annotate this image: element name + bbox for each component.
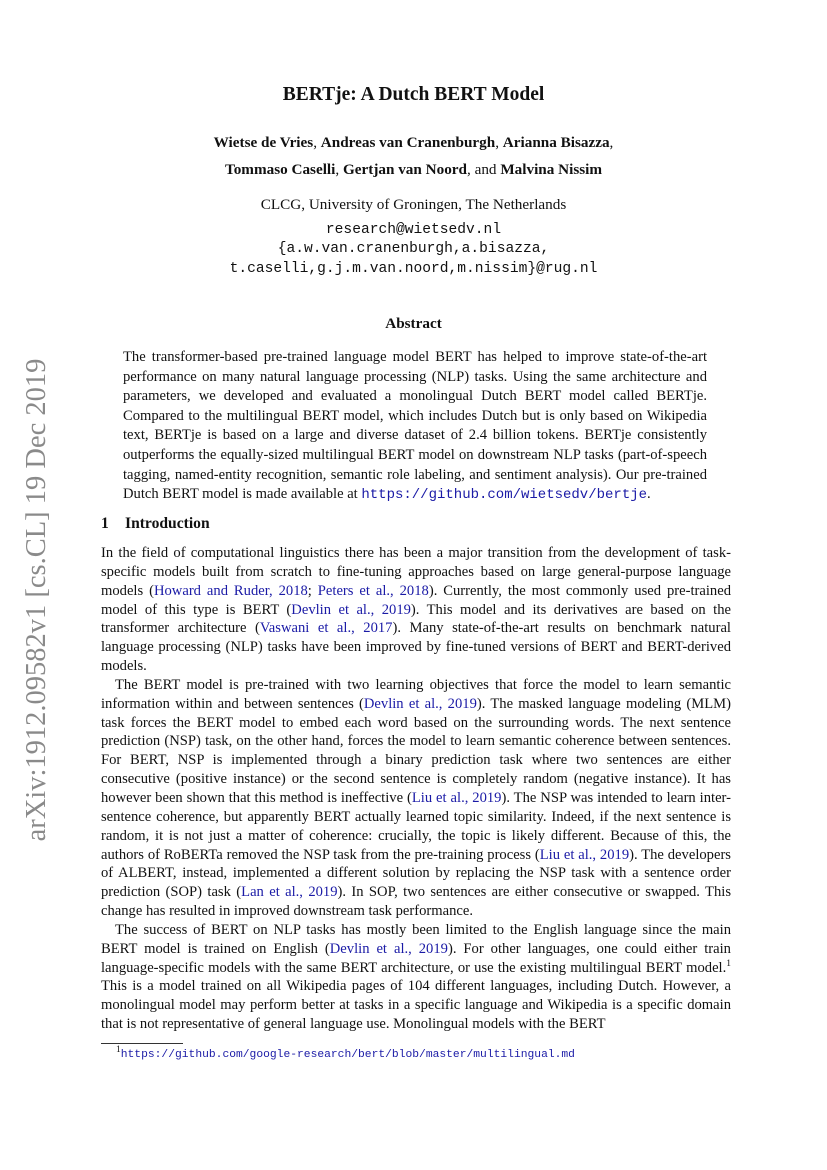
text-run: ). Many state-of-the-art results on benchmark natural language processing (NLP) tasks have been improved by fine-tuned versions of BERT and BERT-derived models. <box>101 620 731 675</box>
citation-link[interactable]: Devlin et al., 2019 <box>329 940 448 957</box>
text-run: ; <box>307 582 318 599</box>
section-number: 1 <box>101 515 109 532</box>
citation-link[interactable]: Devlin et al., 2019 <box>291 601 411 618</box>
body-text <box>101 544 731 1034</box>
citation-link[interactable]: Lan et al., 2019 <box>241 884 338 901</box>
footnote-link[interactable]: https://github.com/google-research/bert/blob/master/multilingual.md <box>120 1049 575 1061</box>
text-run: In the field of computational linguistics there has been a major transition from the development of task-specific models built from scratch to fine-tuning approaches based on large general-purpose language models ( <box>101 545 731 599</box>
text-run: . <box>647 486 651 503</box>
author-name: Wietse de Vries <box>213 134 314 151</box>
authors-line-1 <box>0 134 827 152</box>
email-line: {a.w.van.cranenburgh,a.bisazza, <box>277 241 550 257</box>
abstract-heading: Abstract <box>385 315 442 332</box>
footnote-mark: 1 <box>116 1045 121 1055</box>
text-run: ). Currently, the most commonly used pre-trained model of this type is BERT ( <box>101 582 731 618</box>
text-run: ). The developers of ALBERT, instead, implemented a different solution by replacing the NSP task with a sentence order prediction (SOP) task ( <box>101 846 731 901</box>
paragraph <box>101 921 731 1034</box>
citation-link[interactable]: Vaswani et al., 2017 <box>259 620 393 637</box>
author-name: Malvina Nissim <box>500 161 603 178</box>
paragraph <box>101 676 731 921</box>
text-run: The transformer-based pre-trained language model BERT has helped to improve state-of-the-art performance on many natural language processing (NLP) tasks. Using the same architecture and parameters, we developed and evaluated a monolingual Dutch BERT model called BERTje. Compared to the multilingual BERT model, which includes Dutch but is only based on Wikipedia text, BERTje is based on a large and diverse dataset of 2.4 billion tokens. BERTje consistently outperforms the equally-sized multilingual BERT model on downstream NLP tasks (part-of-speech tagging, named-entity recognition, semantic role labeling, and sentiment analysis). Our pre-trained Dutch BERT model is made available at <box>123 349 707 503</box>
text-run: , <box>609 134 614 151</box>
email-line: research@wietsedv.nl <box>325 222 502 238</box>
author-name: Tommaso Caselli <box>224 161 336 178</box>
section-heading <box>101 515 210 533</box>
paper-title: BERTje: A Dutch BERT Model <box>282 84 545 105</box>
citation-link[interactable]: Devlin et al., 2019 <box>363 695 477 712</box>
citation-link[interactable]: Howard and Ruder, 2018 <box>153 582 308 599</box>
affiliation: CLCG, University of Groningen, The Netherlands <box>260 196 567 213</box>
footnote-ref[interactable]: 1 <box>726 958 731 969</box>
text-run: This is a model trained on all Wikipedia pages of 104 different languages, including Dutch. However, a monolingual model may perform better at tasks in a specific language and Wikipedia is a specific domain that is not representative of general language use. Monolingual models with the BERT <box>101 978 731 1033</box>
author-name: Andreas van Cranenburgh <box>320 134 496 151</box>
text-run: ). This model and its derivatives are based on the transformer architecture ( <box>101 601 731 637</box>
text-run: ). For other languages, one could either train language-specific models with the same BERT architecture, or use the existing multilingual BERT model. <box>101 940 731 976</box>
text-run: ). In SOP, two sentences are either consecutive or swapped. This change has resulted in improved downstream task performance. <box>101 884 731 920</box>
text-run: ). The NSP was intended to learn inter-sentence coherence, but apparently BERT actually learned topic similarity. Indeed, if the next sentence is random, it is not just a matter of coherence: crucially, the topic is likely different. Because of this, the authors of RoBERTa removed the NSP task from the pre-training process ( <box>101 789 731 863</box>
footnote-rule <box>101 1043 183 1044</box>
text-run: , <box>335 161 343 178</box>
citation-link[interactable]: Liu et al., 2019 <box>539 846 630 863</box>
arxiv-stamp: arXiv:1912.09582v1 [cs.CL] 19 Dec 2019 <box>21 358 52 842</box>
url-link[interactable]: https://github.com/wietsedv/bertje <box>361 487 648 504</box>
authors-line-2 <box>0 161 827 179</box>
citation-link[interactable]: Peters et al., 2018 <box>317 582 429 599</box>
text-run: , and <box>467 161 501 178</box>
paragraph <box>101 544 731 676</box>
footnote <box>116 1046 575 1061</box>
citation-link[interactable]: Liu et al., 2019 <box>411 789 502 806</box>
text-run: , <box>313 134 321 151</box>
text-run: The success of BERT on NLP tasks has mostly been limited to the English language since the main BERT model is trained on English ( <box>101 921 731 957</box>
abstract-text <box>123 348 707 506</box>
author-name: Gertjan van Noord <box>342 161 467 178</box>
text-run: The BERT model is pre-trained with two learning objectives that force the model to learn semantic information within and between sentences ( <box>101 676 731 712</box>
text-run: ). The masked language modeling (MLM) task forces the BERT model to embed each word based on the surrounding words. The next sentence prediction (NSP) task, on the other hand, forces the model to learn semantic coherence between sentences. For BERT, NSP is implemented through a binary prediction task where two sentences are either consecutive (positive instance) or the second sentence is completely random (negative instance). It has however been shown that this method is ineffective ( <box>101 695 731 806</box>
text-run: , <box>495 134 503 151</box>
section-title: Introduction <box>125 515 210 532</box>
author-name: Arianna Bisazza <box>502 134 610 151</box>
email-line: t.caselli,g.j.m.van.noord,m.nissim}@rug.nl <box>229 261 598 277</box>
